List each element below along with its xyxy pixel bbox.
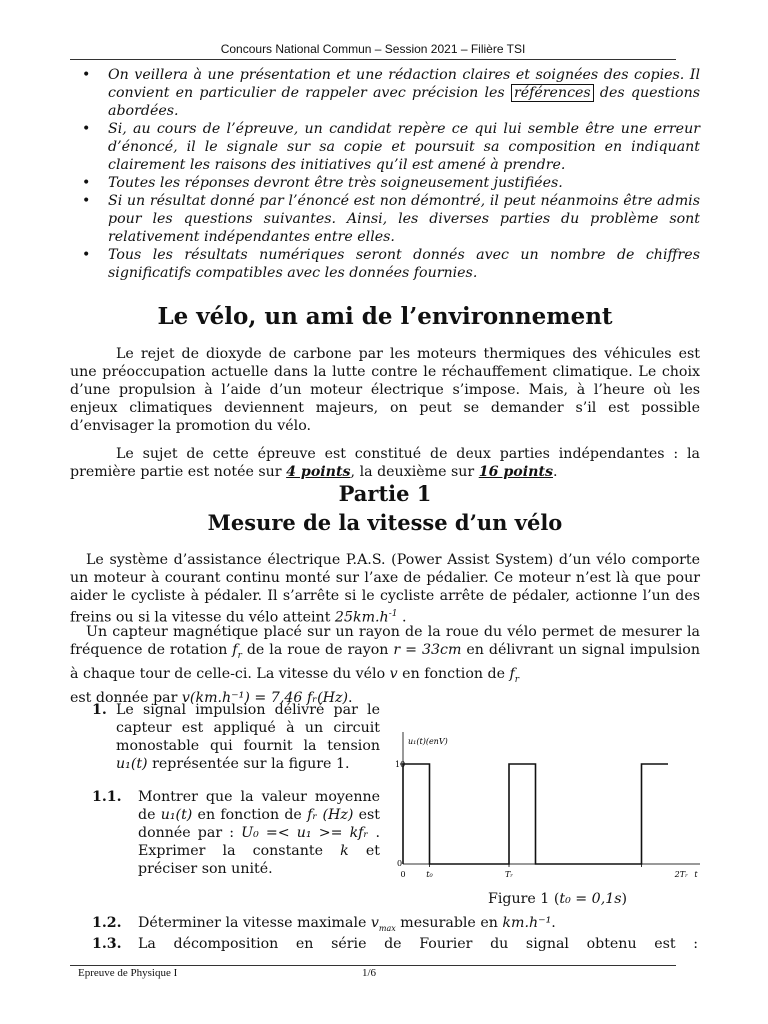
chart-axes [400, 732, 700, 867]
question-1-text: Le signal impulsion délivré par le capteur est appliqué à un circuit monostable qui fournit la tension u₁(t) représentée sur la figure 1. [116, 702, 380, 772]
x-tick-label: 2Tᵣ [674, 870, 688, 879]
x-tick-label: t₀ [426, 870, 433, 879]
instructions-list [70, 66, 700, 282]
list-item: • Si, au cours de l’épreuve, un candidat repère ce qui lui semble être une erreur d’énoncé, il le signale sur sa copie et poursuit sa composition en indiquant clairement les raisons des initiatives qu’il est amené à prendre. [70, 120, 700, 174]
y-axis-label: u₁(t)(enV) [408, 737, 448, 746]
question-1-2-text: Déterminer la vitesse maximale $v_{max}$ mesurable en km.h⁻¹. [138, 915, 556, 933]
boxed-word: références [511, 84, 594, 102]
scoring-paragraph: Le sujet de cette épreuve est constitué de deux parties indépendantes : la première partie est notée sur 4 points, la deuxième sur 16 points. [70, 446, 700, 480]
x-tick-label: t [694, 870, 698, 879]
list-item: • On veillera à une présentation et une rédaction claires et soignées des copies. Il convient en particulier de rappeler avec précision les références des questions abordées. [70, 66, 700, 120]
header-rule [70, 59, 676, 60]
list-item: • Tous les résultats numériques seront donnés avec un nombre de chiffres significatifs compatibles avec les données fournies. [70, 246, 700, 282]
list-item: • Toutes les réponses devront être très soigneusement justifiées. [70, 174, 700, 192]
page-header: Concours National Commun – Session 2021 – Filière TSI [220, 42, 526, 56]
x-tick-labels [400, 870, 698, 879]
intro-paragraph: Le rejet de dioxyde de carbone par les moteurs thermiques des véhicules est une préoccupation actuelle dans la lutte contre le réchauffement climatique. Le choix d’une propulsion à l’aide d’un moteur électrique s’impose. Mais, à l’heure où les enjeux climatiques deviennent majeurs, on peut se demander s’il est possible d’envisager la promotion du vélo. [70, 346, 700, 434]
origin-y-label: 0 [397, 859, 403, 868]
footer-left: Epreuve de Physique I [78, 967, 178, 979]
pas-paragraph: Le système d’assistance électrique P.A.S. (Power Assist System) d’un vélo comporte un moteur à courant continu monté sur l’axe de pédalier. Ce moteur n’est là que pour aider le cycliste à pédaler. Il s’arrête si le cycliste arrête de pédaler, actionne l’un des freins ou si la vitesse du vélo atteint $25km.h^{-1}$ . [70, 552, 700, 626]
question-1-3-text: La décomposition en série de Fourier du signal obtenu est : [138, 936, 698, 952]
figure-1-caption: Figure 1 (t₀ = 0,1s) [488, 891, 628, 907]
series-line-u1 [403, 764, 668, 864]
x-tick-label: 0 [400, 870, 406, 879]
list-item: • Si un résultat donné par l’énoncé est non démontré, il peut néanmoins être admis pour les questions suivantes. Ainsi, les diverses parties du problème sont relativement indépendantes entre elles. [70, 192, 700, 246]
footer-rule [70, 965, 676, 966]
part-subtitle: Mesure de la vitesse d’un vélo [207, 510, 563, 535]
main-title: Le vélo, un ami de l’environnement [157, 303, 613, 330]
y-tick-label: 10 [395, 760, 406, 769]
sensor-paragraph: Un capteur magnétique placé sur un rayon de la roue du vélo permet de mesurer la fréquence de rotation $f_r$ de la roue de rayon r = 33cm en délivrant un signal impulsion à chaque tour de celle-ci. La vitesse du vélo v en fonction de $f_r$ est donnée par v(km.h⁻¹) = 7,46 fᵣ(Hz). [70, 624, 700, 706]
part-title: Partie 1 [338, 481, 432, 506]
question-1-1-text: Montrer que la valeur moyenne de u₁(t) en fonction de fᵣ (Hz) est donnée par : U₀ =< u₁ >= kfᵣ . Exprimer la constante k et préciser son unité. [138, 789, 380, 877]
x-tick-label: Tᵣ [504, 870, 514, 879]
figure-1-chart [388, 728, 706, 884]
page-number: 1/6 [362, 967, 377, 979]
